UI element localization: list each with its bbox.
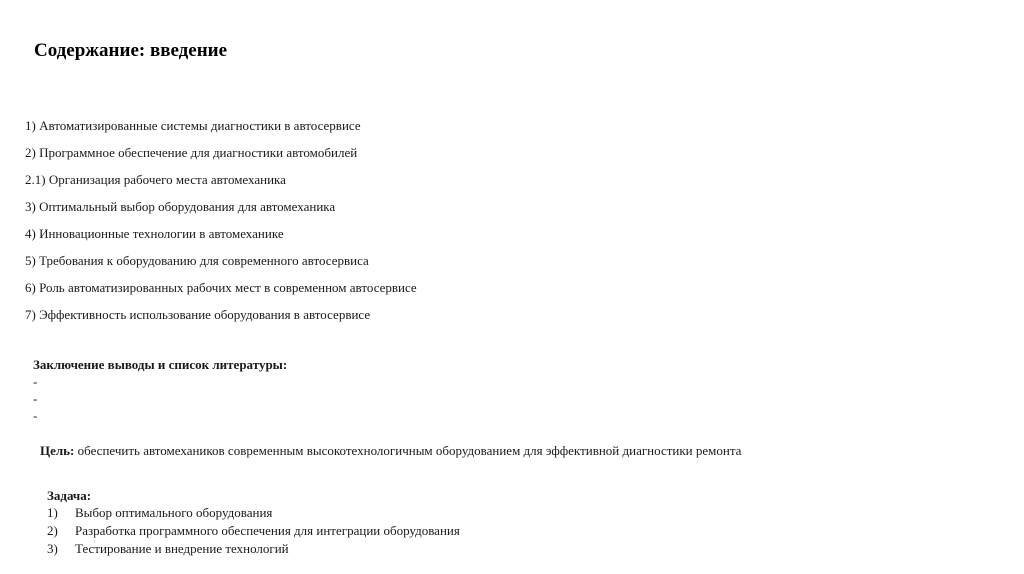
conclusion-bullet: - [33, 391, 38, 406]
goal-label: Цель: [40, 443, 75, 458]
conclusion-bullet: - [33, 374, 38, 389]
toc-item: 4) Инновационные технологии в автомеханике [25, 226, 284, 241]
task-list [47, 504, 460, 558]
table-of-contents [25, 112, 417, 328]
task-item-text: Выбор оптимального оборудования [75, 505, 273, 520]
toc-item: 5) Требования к оборудованию для современного автосервиса [25, 253, 369, 268]
conclusion-bullet: - [33, 408, 38, 423]
task-item-text: Тестирование и внедрение технологий [75, 541, 289, 556]
task-section [47, 487, 460, 558]
conclusion-heading: Заключение выводы и список литературы: [33, 357, 288, 372]
toc-item: 2.1) Организация рабочего места автомеханика [25, 172, 286, 187]
toc-item: 1) Автоматизированные системы диагностики в автосервисе [25, 118, 361, 133]
conclusion-section [33, 356, 287, 424]
task-item [47, 504, 460, 522]
page-title: Содержание: введение [34, 40, 228, 61]
task-item-number: 1) [47, 505, 58, 520]
task-item [47, 522, 460, 540]
toc-item: 3) Оптимальный выбор оборудования для автомеханика [25, 199, 336, 214]
task-item-number: 2) [47, 523, 58, 538]
task-item [47, 540, 460, 558]
task-heading: Задача: [47, 488, 92, 503]
goal-paragraph [40, 442, 810, 459]
task-item-number: 3) [47, 541, 58, 556]
toc-item: 7) Эффективность использование оборудования в автосервисе [25, 307, 371, 322]
task-item-text: Разработка программного обеспечения для интеграции оборудования [75, 523, 460, 538]
toc-item: 6) Роль автоматизированных рабочих мест в современном автосервисе [25, 280, 417, 295]
toc-item: 2) Программное обеспечение для диагностики автомобилей [25, 145, 358, 160]
goal-text: обеспечить автомехаников современным высокотехнологичным оборудованием для эффективной диагностики ремонта [74, 443, 742, 458]
